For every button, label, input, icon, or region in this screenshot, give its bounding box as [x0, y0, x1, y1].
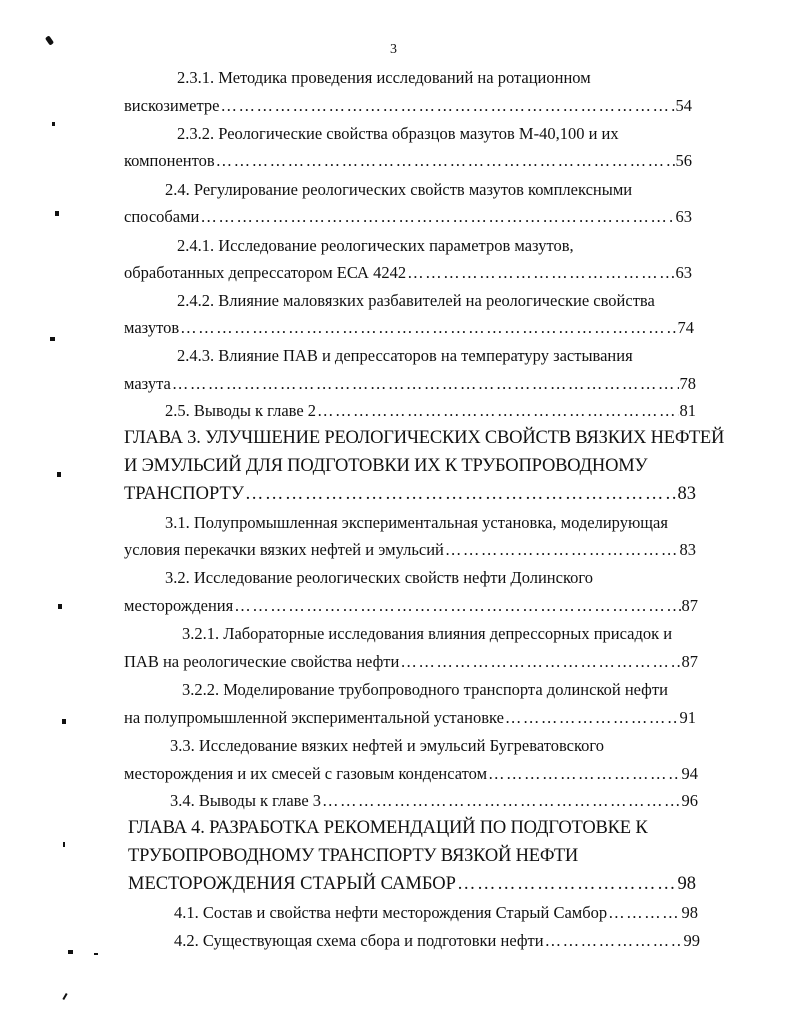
toc-entry-2-3-1-title: 2.3.1. Методика проведения исследований на ротационном — [177, 68, 591, 87]
toc-entry-label: условия перекачки вязких нефтей и эмульсий — [124, 540, 444, 559]
toc-entry-2-4-1-title: 2.4.1. Исследование реологических параметров мазутов, — [177, 236, 574, 255]
toc-page-ref: 81 — [679, 401, 696, 420]
toc-page-ref: 94 — [681, 764, 698, 783]
toc-chapter-3-line-1: ГЛАВА 3. УЛУЧШЕНИЕ РЕОЛОГИЧЕСКИХ СВОЙСТВ ВЯЗКИХ НЕФТЕЙ — [124, 428, 725, 448]
toc-entry-3-3-line — [124, 764, 698, 784]
leader-dots — [172, 374, 679, 394]
scan-speck — [62, 993, 67, 1000]
toc-entry-4-2-line — [174, 931, 700, 951]
toc-entry-3-2-title: 3.2. Исследование реологических свойств нефти Долинского — [165, 568, 593, 587]
leader-dots — [545, 931, 683, 951]
leader-dots — [457, 873, 677, 895]
toc-chapter-4-line-3 — [128, 873, 696, 895]
toc-page-ref: 63 — [675, 263, 692, 282]
toc-entry-label: обработанных депрессатором ЕСА 4242 — [124, 263, 407, 282]
toc-entry-label: месторождения и их смесей с газовым конденсатом — [124, 764, 488, 783]
scan-speck — [94, 953, 98, 955]
scan-speck — [45, 35, 54, 45]
toc-entry-2-4-1-line — [124, 263, 692, 283]
toc-page-ref: 56 — [675, 151, 692, 170]
scan-speck — [63, 842, 65, 847]
leader-dots — [200, 207, 674, 227]
toc-entry-3-2-2-line — [124, 708, 696, 728]
page-number: 3 — [390, 42, 397, 57]
toc-entry-2-4-title: 2.4. Регулирование реологических свойств мазутов комплексными — [165, 180, 633, 199]
toc-entry-3-1-title: 3.1. Полупромышленная экспериментальная установка, моделирующая — [165, 513, 668, 532]
leader-dots — [317, 401, 678, 421]
toc-entry-label: ТРАНСПОРТУ — [124, 484, 244, 504]
toc-entry-2-4-2-title: 2.4.2. Влияние маловязких разбавителей на реологические свойства — [177, 291, 655, 310]
toc-entry-label: на полупромышленной экспериментальной установке — [124, 708, 504, 727]
toc-entry-label: 4.1. Состав и свойства нефти месторождения Старый Самбор — [174, 903, 608, 922]
toc-page-ref: 87 — [681, 596, 698, 615]
toc-page-ref: 54 — [675, 96, 692, 115]
toc-entry-label: месторождения — [124, 596, 234, 615]
toc-entry-2-4-line — [124, 207, 692, 227]
toc-entry-3-1-line — [124, 540, 696, 560]
toc-entry-2-5-line — [165, 401, 696, 421]
scan-speck — [68, 950, 73, 954]
leader-dots — [322, 791, 680, 811]
toc-chapter-3-line-3 — [124, 483, 696, 505]
toc-entry-label: 2.5. Выводы к главе 2 — [165, 401, 317, 420]
toc-entry-3-4-line — [170, 791, 698, 811]
toc-entry-label: 3.4. Выводы к главе 3 — [170, 791, 322, 810]
toc-page-ref: 91 — [679, 708, 696, 727]
toc-page-ref: 74 — [677, 318, 694, 337]
scan-speck — [55, 211, 59, 216]
toc-entry-2-3-2-line — [124, 151, 692, 171]
toc-page-ref: 98 — [677, 874, 696, 894]
toc-page-ref: 98 — [681, 903, 698, 922]
toc-entry-label: ПАВ на реологические свойства нефти — [124, 652, 400, 671]
toc-entry-label: способами — [124, 207, 200, 226]
toc-page-ref: 99 — [683, 931, 700, 950]
leader-dots — [234, 596, 680, 616]
toc-entry-3-2-1-line — [124, 652, 698, 672]
scan-speck — [52, 122, 55, 126]
toc-entry-label: мазутов — [124, 318, 180, 337]
toc-entry-2-3-1-line — [124, 96, 692, 116]
toc-entry-4-1-line — [174, 903, 698, 923]
toc-entry-2-4-3-line — [124, 374, 696, 394]
leader-dots — [180, 318, 676, 338]
leader-dots — [245, 483, 677, 505]
toc-entry-label: компонентов — [124, 151, 215, 170]
leader-dots — [488, 764, 680, 784]
toc-entry-3-2-line — [124, 596, 698, 616]
toc-entry-2-4-2-line — [124, 318, 694, 338]
toc-entry-label: мазута — [124, 374, 171, 393]
leader-dots — [400, 652, 680, 672]
leader-dots — [505, 708, 679, 728]
toc-entry-label: МЕСТОРОЖДЕНИЯ СТАРЫЙ САМБОР — [128, 874, 456, 894]
leader-dots — [216, 151, 675, 171]
scan-speck — [58, 604, 62, 609]
toc-entry-3-2-1-title: 3.2.1. Лабораторные исследования влияния депрессорных присадок и — [182, 624, 673, 643]
leader-dots — [407, 263, 674, 283]
toc-entry-label: вискозиметре — [124, 96, 220, 115]
toc-entry-label: 4.2. Существующая схема сбора и подготовки нефти — [174, 931, 544, 950]
toc-chapter-3-line-2: И ЭМУЛЬСИЙ ДЛЯ ПОДГОТОВКИ ИХ К ТРУБОПРОВОДНОМУ — [124, 456, 648, 476]
toc-entry-3-3-title: 3.3. Исследование вязких нефтей и эмульсий Бугреватовского — [170, 736, 605, 755]
leader-dots — [220, 96, 674, 116]
leader-dots — [445, 540, 679, 560]
scan-speck — [57, 472, 61, 477]
toc-page-ref: 87 — [681, 652, 698, 671]
scan-speck — [50, 337, 55, 341]
scan-speck — [62, 719, 66, 724]
toc-page-ref: 63 — [675, 207, 692, 226]
toc-chapter-4-line-1: ГЛАВА 4. РАЗРАБОТКА РЕКОМЕНДАЦИЙ ПО ПОДГОТОВКЕ К — [128, 818, 648, 838]
toc-entry-3-2-2-title: 3.2.2. Моделирование трубопроводного транспорта долинской нефти — [182, 680, 668, 699]
leader-dots — [608, 903, 680, 923]
toc-page-ref: 96 — [681, 791, 698, 810]
toc-page-ref: 83 — [677, 484, 696, 504]
toc-page-ref: 78 — [679, 374, 696, 393]
toc-chapter-4-line-2: ТРУБОПРОВОДНОМУ ТРАНСПОРТУ ВЯЗКОЙ НЕФТИ — [128, 846, 579, 866]
toc-entry-2-3-2-title: 2.3.2. Реологические свойства образцов мазутов М-40,100 и их — [177, 124, 619, 143]
toc-page-ref: 83 — [679, 540, 696, 559]
toc-entry-2-4-3-title: 2.4.3. Влияние ПАВ и депрессаторов на температуру застывания — [177, 346, 633, 365]
